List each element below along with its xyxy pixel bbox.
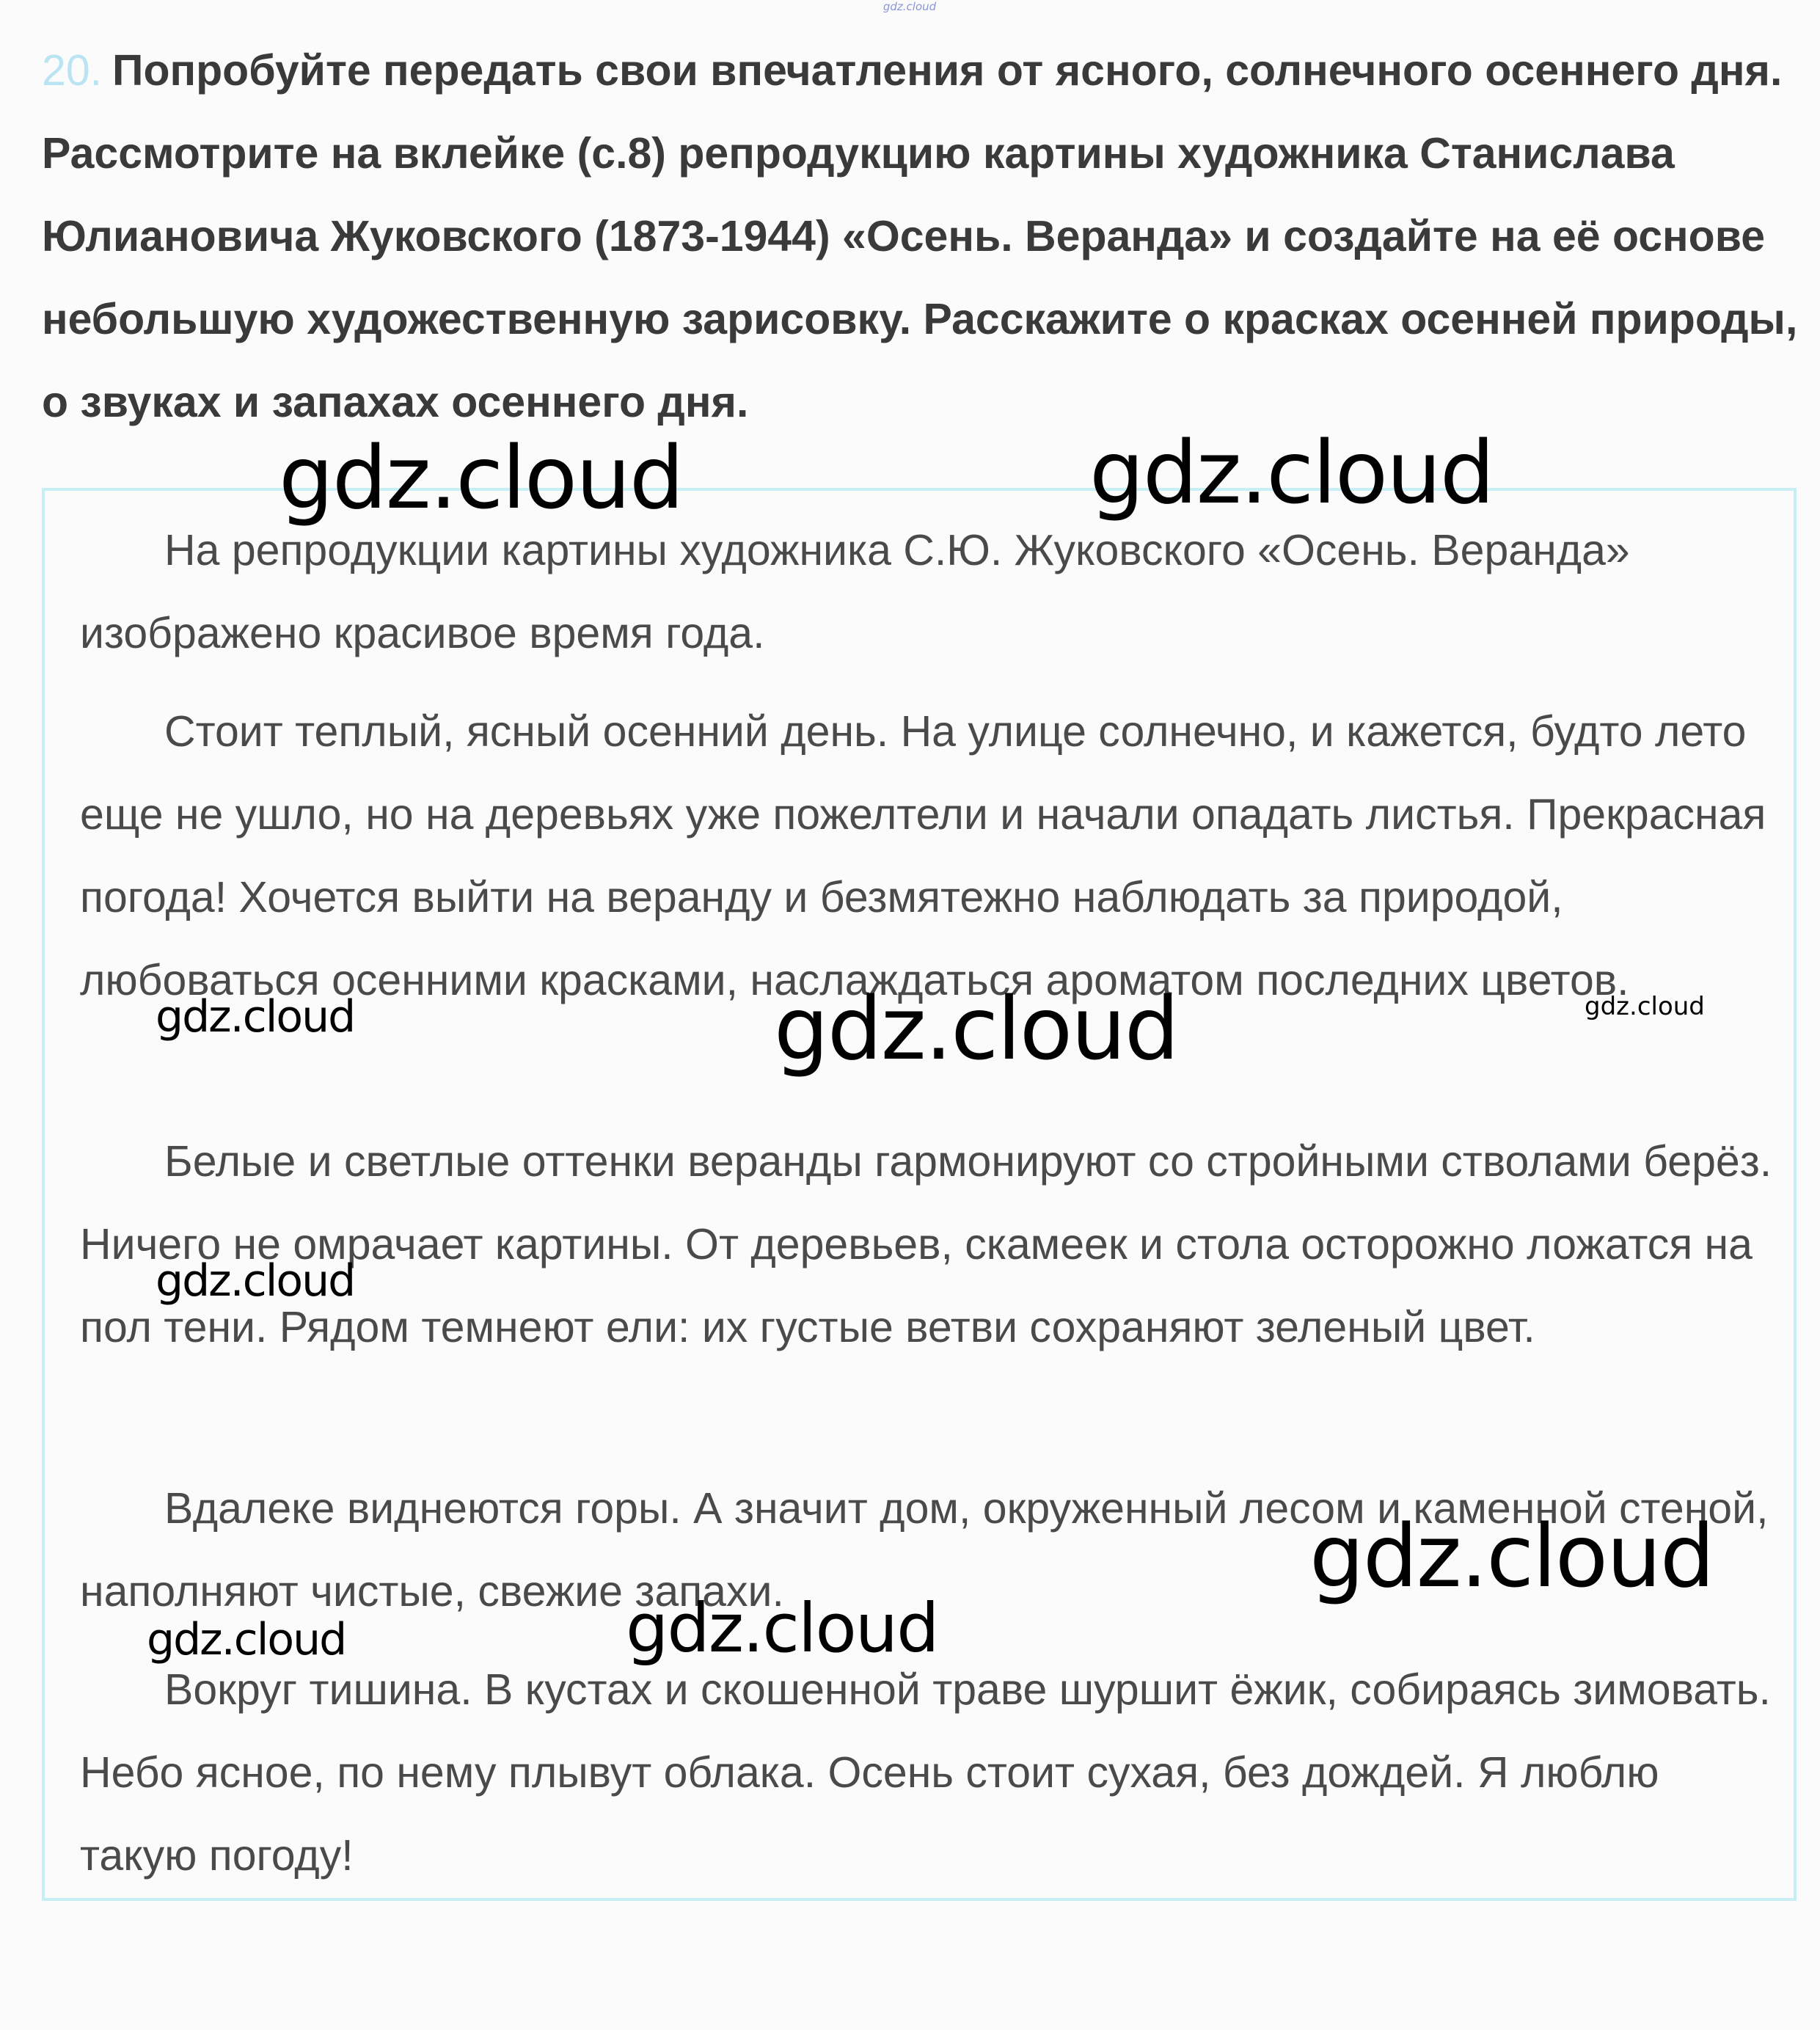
answer-paragraph: Вокруг тишина. В кустах и скошенной траве шуршит ёжик, собираясь зимовать. Небо ясное, по нему плывут облака. Осень стоит сухая, без дождей. Я люблю такую погоду! [80,1665,1771,1880]
watermark: gdz.cloud [156,1255,355,1307]
site-mark: gdz.cloud [882,0,937,13]
answer-paragraph: Вдалеке виднеются горы. А значит дом, окруженный лесом и каменной стеной, наполняют чистые, свежие запахи. [80,1484,1769,1615]
watermark: gdz.cloud [1089,422,1494,523]
answer-paragraph: На репродукции картины художника С.Ю. Жуковского «Осень. Веранда» изображено красивое время года. [80,526,1630,657]
task-number: 20. [42,46,103,95]
watermark: gdz.cloud [156,991,355,1043]
watermark: gdz.cloud [626,1589,938,1668]
watermark: gdz.cloud [774,978,1178,1079]
watermark: gdz.cloud [279,427,683,528]
watermark: gdz.cloud [1309,1505,1714,1607]
answer-paragraph: Белые и светлые оттенки веранды гармонируют со стройными стволами берёз. Ничего не омрачает картины. От деревьев, скамеек и стола осторожно ложатся на пол тени. Рядом темнеют ели: их густые ветви сохраняют зеленый цвет. [80,1137,1772,1351]
watermark: gdz.cloud [147,1614,346,1665]
answer-box [42,488,1797,1901]
watermark: gdz.cloud [1585,992,1705,1021]
task-statement [42,29,1802,444]
answer-paragraph: Стоит теплый, ясный осенний день. На улице солнечно, и кажется, будто лето еще не ушло, но на деревьях уже пожелтели и начали опадать листья. Прекрасная погода! Хочется выйти на веранду и безмятежно наблюдать за природой, любоваться осенними красками, наслаждаться ароматом последних цветов. [80,707,1766,1004]
task-text: Попробуйте передать свои впечатления от ясного, солнечного осеннего дня. Рассмотрите на вклейке (с.8) репродукцию картины художника Станислава Юлиановича Жуковского (1873-1944) «Осень. Веранда» и создайте на её основе небольшую художественную зарисовку. Расскажите о красках осенней природы, о звуках и запахах осеннего дня. [42,46,1798,426]
